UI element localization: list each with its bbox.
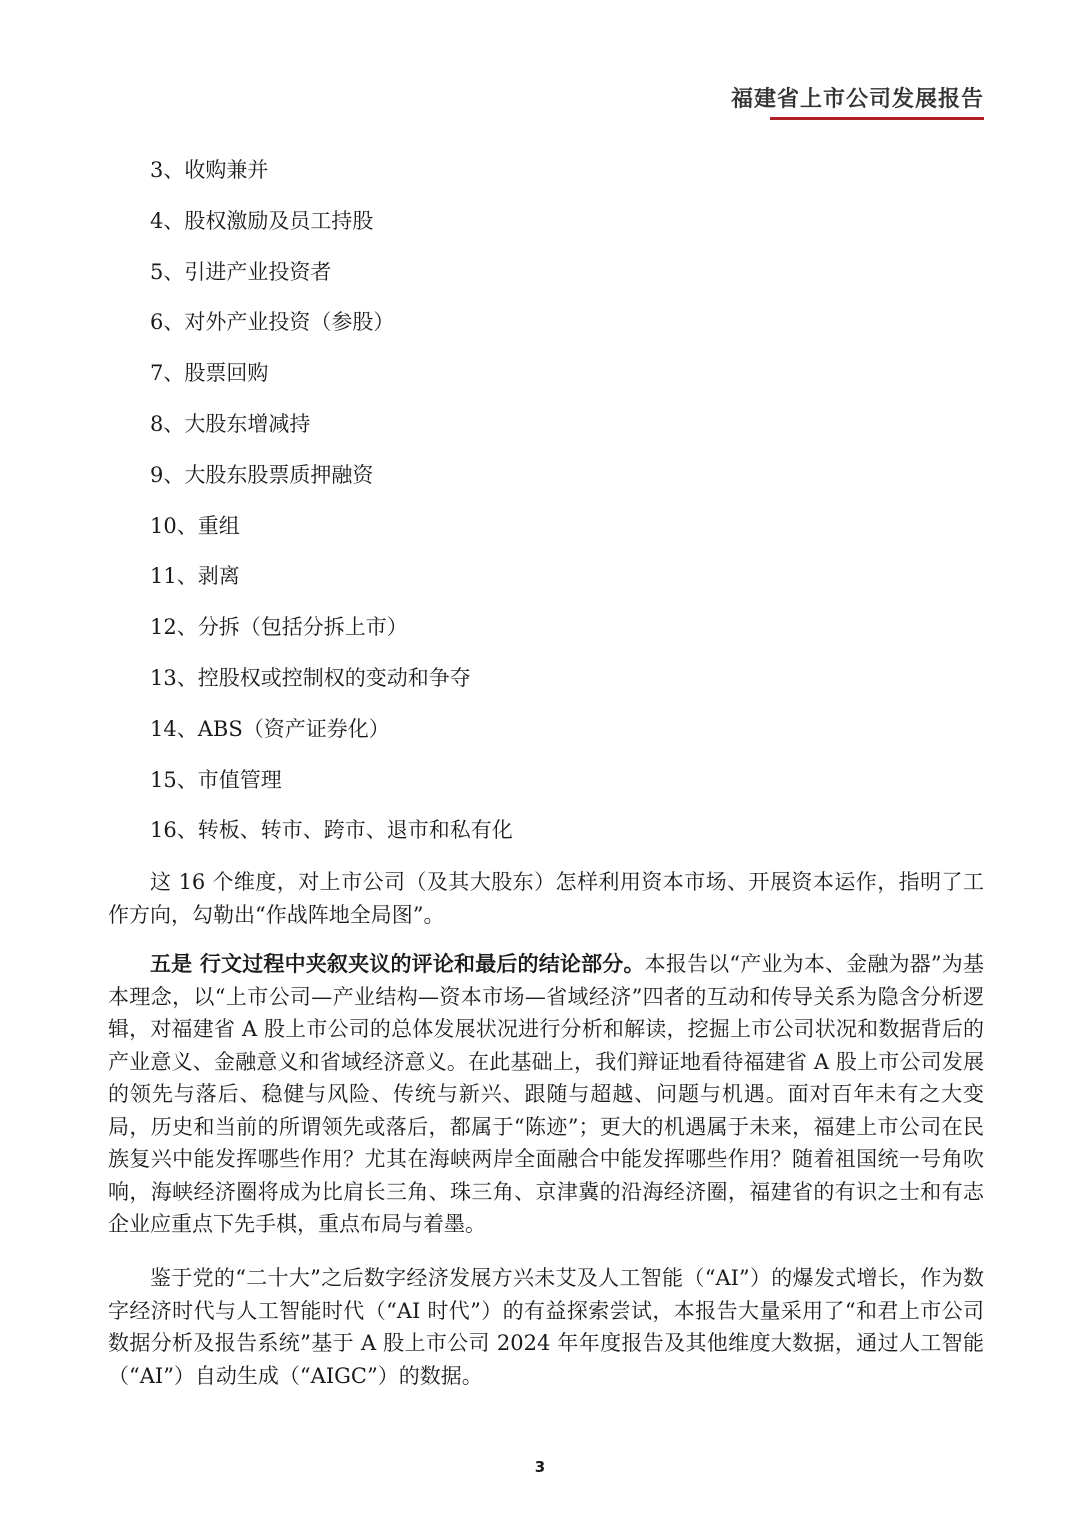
list-item: 14、ABS（资产证券化） — [150, 716, 390, 741]
list-item: 7、股票回购 — [150, 361, 269, 386]
list-item: 11、剥离 — [150, 564, 240, 589]
ai-note-paragraph: 鉴于党的“二十大”之后数字经济发展方兴未艾及人工智能（“AI”）的爆发式增长，作为数字经济时代与人工智能时代（“AI 时代”）的有益探索尝试，本报告大量采用了“和君上市公司数据分析及报告系统”基于 A 股上市公司 2024 年年度报告及其他维度大数据，通过人工智能（“AI”）自动生成（“AIGC”）的数据。 — [108, 1266, 984, 1388]
list-item: 3、收购兼并 — [150, 158, 269, 182]
list-item: 8、大股东增减持 — [150, 411, 311, 436]
point-five-paragraph — [108, 948, 984, 1241]
list-item: 13、控股权或控制权的变动和争夺 — [150, 665, 471, 690]
dimension-list — [150, 150, 513, 861]
point-five-lead: 五是 行文过程中夹叙夹议的评论和最后的结论部分。 — [150, 951, 645, 976]
list-item: 6、对外产业投资（参股） — [150, 310, 395, 335]
list-item: 4、股权激励及员工持股 — [150, 208, 374, 233]
list-item: 9、大股东股票质押融资 — [150, 462, 374, 487]
running-header: 福建省上市公司发展报告 — [730, 86, 984, 112]
list-item: 15、市值管理 — [150, 767, 282, 792]
list-item: 10、重组 — [150, 513, 240, 538]
summary-paragraph: 这 16 个维度，对上市公司（及其大股东）怎样利用资本市场、开展资本运作，指明了工作方向，勾勒出“作战阵地全局图”。 — [108, 870, 984, 927]
header-rule — [770, 117, 984, 120]
point-five-body: 本报告以“产业为本、金融为器”为基本理念，以“上市公司—产业结构—资本市场—省域经济”四者的互动和传导关系为隐含分析逻辑，对福建省 A 股上市公司的总体发展状况进行分析和解读，挖掘上市公司状况和数据背后的产业意义、金融意义和省域经济意义。在此基础上，我们辩证地看待福建省 A 股上市公司发展的领先与落后、稳健与风险、传统与新兴、跟随与超越、问题与机遇。面对百年未有之大变局，历史和当前的所谓领先或落后，都属于“陈迹”；更大的机遇属于未来，福建上市公司在民族复兴中能发挥哪些作用？尤其在海峡两岸全面融合中能发挥哪些作用？随着祖国统一号角吹响，海峡经济圈将成为比肩长三角、珠三角、京津冀的沿海经济圈，福建省的有识之士和有志企业应重点下先手棋，重点布局与着墨。 — [108, 952, 984, 1236]
list-item: 12、分拆（包括分拆上市） — [150, 615, 408, 640]
list-item: 16、转板、转市、跨市、退市和私有化 — [150, 818, 513, 843]
list-item: 5、引进产业投资者 — [150, 259, 332, 284]
page-number: 3 — [534, 1458, 546, 1476]
